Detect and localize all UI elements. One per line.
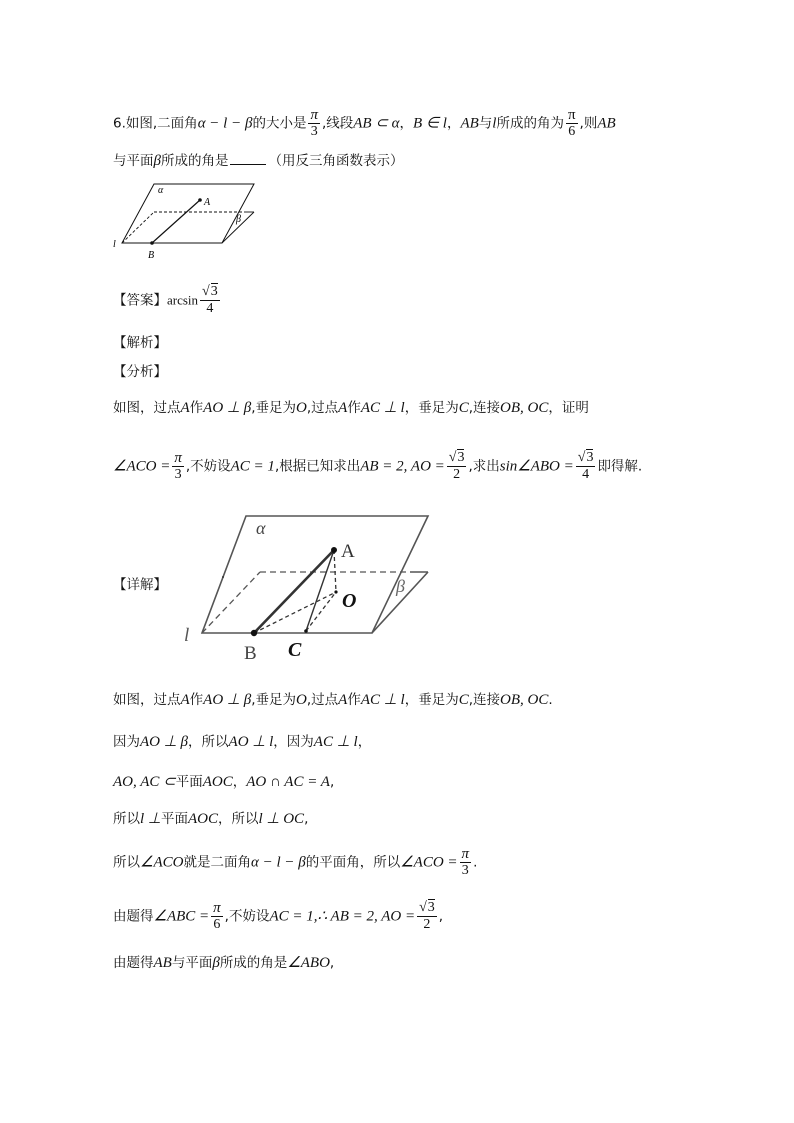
detail-line-7: 由题得AB与平面β所成的角是∠ABO, xyxy=(113,955,335,971)
label-l: l xyxy=(113,239,116,250)
label-b: B xyxy=(148,250,155,261)
point-b xyxy=(150,241,154,245)
label-b: B xyxy=(244,643,257,664)
label-l: l xyxy=(184,625,190,646)
answer-line: 【答案】arcsin $\frac{√3}{4}$ xyxy=(113,284,218,316)
label-o: O xyxy=(342,590,357,612)
label-c: C xyxy=(288,639,302,661)
plane-beta-back-dashed xyxy=(202,572,260,633)
point-o xyxy=(334,590,337,593)
analysis-sub-label: 【分析】 xyxy=(113,364,167,380)
detail-line-4: 所以l ⊥平面AOC，所以l ⊥ OC, xyxy=(113,811,309,827)
point-b xyxy=(251,630,257,636)
segment-ab xyxy=(254,550,334,633)
segment-oc-dashed xyxy=(306,592,336,631)
label-beta: β xyxy=(236,214,241,225)
dihedral-notation: α − l − β xyxy=(197,115,253,132)
detail-line-1: 如图，过点A作AO ⊥ β,垂足为O,过点A作AC ⊥ l，垂足为C,连接OB, OC. xyxy=(113,692,553,708)
detail-line-3: AO, AC ⊂平面AOC，AO ∩ AC = A, xyxy=(113,774,335,790)
problem-line-1: 6.如图,二面角α − l − β的大小是 $\frac{\pi}{3}$ ,线段AB ⊂ α，B ∈ l，AB与l所成的角为 $\frac{\pi}{6}$ ,则AB xyxy=(113,107,616,139)
detail-figure xyxy=(180,510,440,670)
label-alpha: α xyxy=(256,518,266,538)
plane-alpha xyxy=(122,184,254,243)
segment-ob-dashed xyxy=(254,592,336,633)
problem-line-2: 与平面β所成的角是 （用反三角函数表示） xyxy=(113,153,404,169)
stray-dot xyxy=(222,576,224,578)
label-alpha: α xyxy=(158,185,164,196)
segment-ao-dashed xyxy=(334,550,336,592)
label-a: A xyxy=(341,541,355,562)
answer-fraction: $\frac{√3}{4}$ xyxy=(202,284,218,316)
analysis-line-1: 如图，过点A作AO ⊥ β,垂足为O,过点A作AC ⊥ l，垂足为C,连接OB, OC，证明 xyxy=(113,400,589,416)
answer-blank xyxy=(230,164,266,165)
detail-line-5: 所以∠ACO就是二面角α − l − β的平面角，所以∠ACO = $\frac{\pi}{3}$ . xyxy=(113,846,478,878)
analysis-label: 【解析】 xyxy=(113,335,167,351)
label-a: A xyxy=(204,197,211,208)
analysis-line-2: ∠ACO = $\frac{\pi}{3}$ ,不妨设AC = 1,根据已知求出AB = 2, AO = $\frac{√3}{2}$ ,求出sin∠ABO = $\frac{√3}{4}$ 即得解. xyxy=(113,450,643,482)
answer-label: 【答案】 xyxy=(113,292,167,309)
detail-line-2: 因为AO ⊥ β，所以AO ⊥ l，因为AC ⊥ l， xyxy=(113,734,372,750)
label-beta: β xyxy=(396,576,405,596)
segment-ab xyxy=(152,200,200,243)
fraction-pi-6: $\frac{\pi}{6}$ xyxy=(567,107,576,139)
problem-figure xyxy=(108,178,268,262)
detail-line-6: 由题得∠ABC = $\frac{\pi}{6}$ ,不妨设AC = 1,∴ AB = 2, AO = $\frac{√3}{2}$ , xyxy=(113,900,444,932)
plane-beta-back-dashed xyxy=(122,212,154,243)
segment-ac xyxy=(306,550,334,631)
detail-label: 【详解】 xyxy=(113,577,167,593)
plane-alpha xyxy=(202,516,428,633)
fraction-pi-3: $\frac{\pi}{3}$ xyxy=(310,107,318,139)
point-a xyxy=(331,547,337,553)
point-a xyxy=(198,198,202,202)
point-c xyxy=(304,629,308,633)
problem-number: 6. xyxy=(113,115,126,132)
